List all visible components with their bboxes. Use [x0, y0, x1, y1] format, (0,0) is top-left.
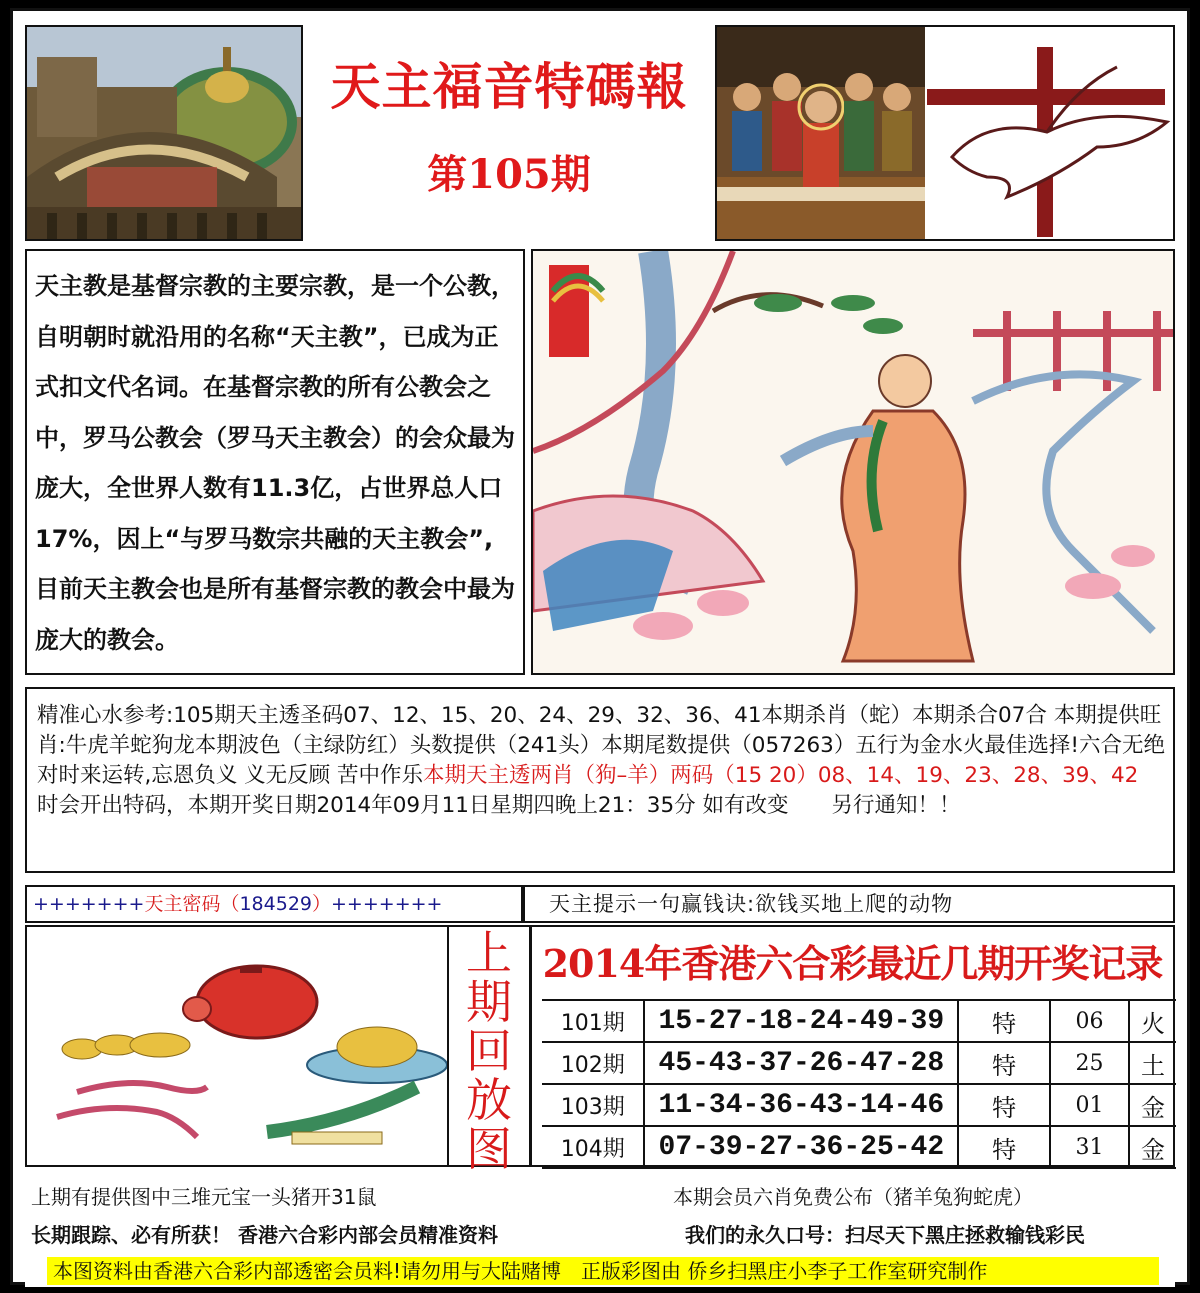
last-issue-replay-label	[449, 925, 529, 1176]
secret-code-value: 184529	[239, 893, 312, 915]
secret-code-row	[25, 885, 523, 923]
tips-main-text: 精准心水参考:105期天主透圣码07、12、15、20、24、29、32、36、41本期杀肖（蛇）本期杀合07合 本期提供旺肖:牛虎羊蛇狗龙本期波色（主绿防红）头数提供（241头）本期尾数提供（057263）五行为金水火最佳选择!六合无绝对时来运转,忘恩负义 义无反顾 苦中作乐	[37, 703, 1165, 788]
issue-number: 第105期	[427, 151, 591, 198]
intro-text-box	[25, 249, 525, 675]
table-row	[542, 1042, 1176, 1084]
element-cell: 金	[1129, 1126, 1176, 1168]
pig-ingots-illustration	[27, 927, 449, 1167]
table-row	[542, 1000, 1176, 1042]
code-close: ）	[312, 893, 332, 915]
period-cell: 103期	[542, 1084, 644, 1126]
footer-slogan: 长期跟踪、必有所获！ 香港六合彩内部会员精准资料	[31, 1223, 498, 1247]
last-supper-and-cross-illustration	[717, 27, 1175, 241]
special-number-cell: 01	[1050, 1084, 1129, 1126]
code-suffix: +++++++	[331, 893, 443, 915]
te-cell: 特	[958, 1042, 1050, 1084]
lottery-records	[529, 925, 1175, 1167]
intro-paragraph: 天主教是基督宗教的主要宗教，是一个公教，自明朝时就沿用的名称“天主教”，已成为正式扣文代名词。在基督宗教的所有公教会之中，罗马公教会（罗马天主教会）的会众最为庞大，全世界人数有11.3亿，占世界总人口17%，因上“与罗马数宗共融的天主教会”,目前天主教会也是所有基督宗教的教会中最为庞大的教会。	[35, 272, 515, 654]
special-number-cell: 25	[1050, 1042, 1129, 1084]
te-cell: 特	[958, 1126, 1050, 1168]
footer	[25, 1179, 1175, 1287]
te-cell: 特	[958, 1000, 1050, 1042]
church-image	[25, 25, 303, 241]
prediction-tips	[25, 687, 1175, 873]
replay-char: 图	[466, 1122, 512, 1176]
period-cell: 104期	[542, 1126, 644, 1168]
element-cell: 金	[1129, 1084, 1176, 1126]
te-cell: 特	[958, 1084, 1050, 1126]
replay-char: 放	[466, 1073, 512, 1127]
tips-highlight-text: 本期天主透两肖（狗–羊）两码（15 20）08、14、19、23、28、39、42	[423, 763, 1139, 788]
period-cell: 102期	[542, 1042, 644, 1084]
special-number-cell: 06	[1050, 1000, 1129, 1042]
element-cell: 火	[1129, 1000, 1176, 1042]
code-prefix: +++++++	[33, 893, 145, 915]
table-row	[542, 1126, 1176, 1168]
special-number-cell: 31	[1050, 1126, 1129, 1168]
records-title: 2014年香港六合彩最近几期开奖记录	[542, 941, 1163, 986]
page-frame	[10, 8, 1190, 1285]
records-table	[542, 999, 1176, 1169]
footer-disclaimer-banner: 本图资料由香港六合彩内部透密会员料!请勿用与大陆赌博 正版彩图由 侨乡扫黑庄小李子工作室研究制作	[47, 1257, 1159, 1285]
newspaper-title: 天主福音特碼報	[330, 57, 688, 116]
numbers-cell: 07-39-27-36-25-42	[644, 1126, 958, 1168]
footer-motto: 我们的永久口号：扫尽天下黑庄拯救输钱彩民	[685, 1223, 1085, 1247]
numbers-cell: 15-27-18-24-49-39	[644, 1000, 958, 1042]
replay-char: 期	[466, 975, 512, 1029]
element-cell: 土	[1129, 1042, 1176, 1084]
period-cell: 101期	[542, 1000, 644, 1042]
code-label: 天主密码（	[144, 893, 240, 915]
numbers-cell: 45-43-37-26-47-28	[644, 1042, 958, 1084]
monk-in-landscape-drawing	[533, 251, 1175, 675]
footer-last-issue-note: 上期有提供图中三堆元宝一头猪开31鼠	[31, 1185, 377, 1209]
tips-draw-date-text: 时会开出特码，本期开奖日期2014年09月11日星期四晚上21：35分 如有改变 另行通知！！	[37, 793, 961, 818]
replay-char: 上	[466, 926, 512, 980]
numbers-cell: 11-34-36-43-14-46	[644, 1084, 958, 1126]
church-illustration	[27, 27, 303, 241]
masthead	[305, 25, 713, 241]
footer-member-zodiac: 本期会员六肖免费公布（猪羊兔狗蛇虎）	[673, 1185, 1033, 1209]
religious-images	[715, 25, 1175, 241]
table-row	[542, 1084, 1176, 1126]
winning-hint: 天主提示一句赢钱诀:欲钱买地上爬的动物	[523, 885, 1175, 923]
pig-and-ingots-image	[25, 925, 449, 1167]
replay-char: 回	[466, 1024, 512, 1078]
monk-illustration	[531, 249, 1175, 675]
